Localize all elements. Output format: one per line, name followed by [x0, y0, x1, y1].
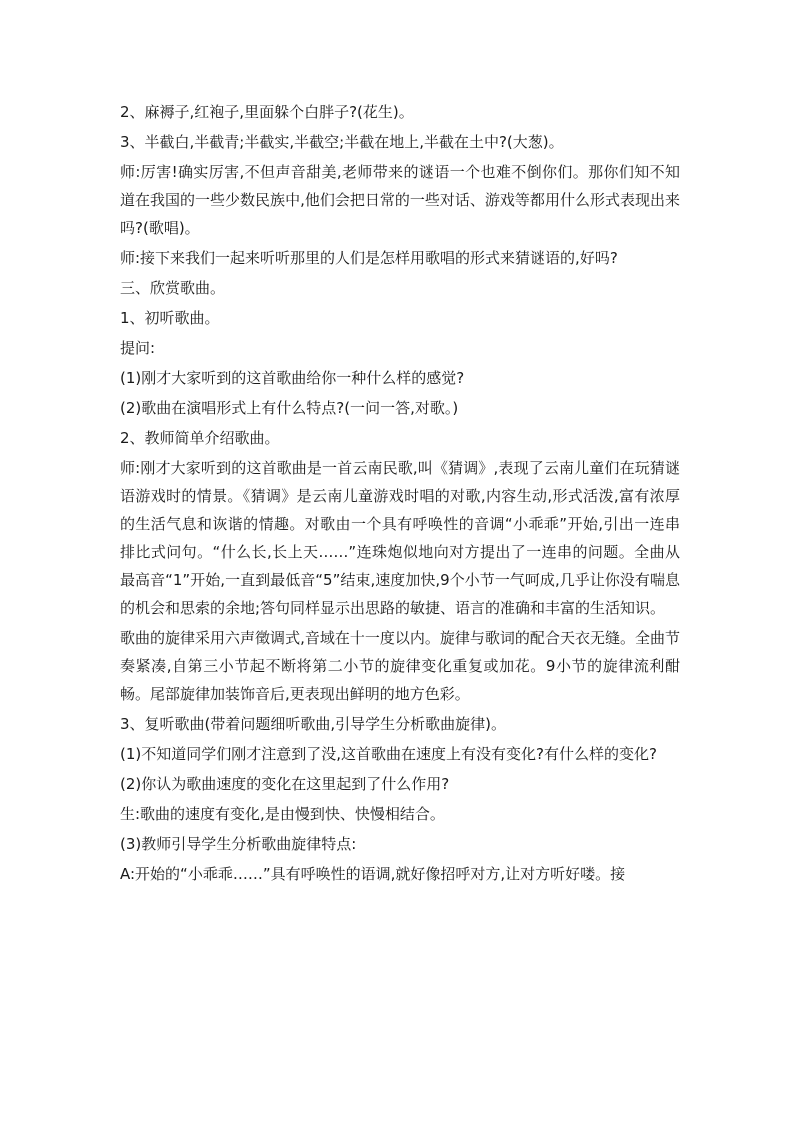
- step-first-listen: 1、初听歌曲。: [120, 309, 220, 327]
- document-body: [120, 98, 680, 890]
- question-tempo-effect: (2)你认为歌曲速度的变化在这里起到了什么作用?: [120, 775, 450, 793]
- student-answer: 生:歌曲的速度有变化,是由慢到快、快慢相结合。: [120, 805, 445, 823]
- step-analyze-melody: (3)教师引导学生分析歌曲旋律特点:: [120, 835, 357, 853]
- paragraph-song-introduction: 师:刚才大家听到的这首歌曲是一首云南民歌,叫《猜调》,表现了云南儿童们在玩猜谜语游戏时的情景。《猜调》是云南儿童游戏时唱的对歌,内容生动,形式活泼,富有浓厚的生活气息和诙谐的情趣。对歌由一个具有呼唤性的音调“小乖乖”开始,引出一连串排比式问句。“什么长,长上天……”连珠炮似地向对方提出了一连串的问题。全曲从最高音“1”开始,一直到最低音“5”结束,速度加快,9个小节一气呵成,几乎让你没有喘息的机会和思索的余地;答句同样显示出思路的敏捷、语言的准确和丰富的生活知识。: [120, 459, 680, 617]
- step-second-listen: 3、复听歌曲(带着问题细听歌曲,引导学生分析歌曲旋律)。: [120, 715, 507, 733]
- section-heading-appreciate-song: 三、欣赏歌曲。: [120, 279, 226, 297]
- paragraph-teacher-praise: 师:厉害!确实厉害,不但声音甜美,老师带来的谜语一个也难不倒你们。那你们知不知道在我国的一些少数民族中,他们会把日常的一些对话、游戏等都用什么形式表现出来吗?(歌唱)。: [120, 163, 680, 237]
- question-tempo-change: (1)不知道同学们刚才注意到了没,这首歌曲在速度上有没有变化?有什么样的变化?: [120, 745, 657, 763]
- paragraph-melody-description: 歌曲的旋律采用六声徵调式,音域在十一度以内。旋律与歌词的配合天衣无缝。全曲节奏紧凑,自第三小节起不断将第二小节的旋律变化重复或加花。9小节的旋律流利酣畅。尾部旋律加装饰音后,更表现出鲜明的地方色彩。: [120, 629, 680, 703]
- paragraph-teacher-transition: 师:接下来我们一起来听听那里的人们是怎样用歌唱的形式来猜谜语的,好吗?: [120, 249, 618, 267]
- question-1-feeling: (1)刚才大家听到的这首歌曲给你一种什么样的感觉?: [120, 369, 465, 387]
- step-introduce-song: 2、教师简单介绍歌曲。: [120, 429, 280, 447]
- label-questions: 提问:: [120, 339, 156, 357]
- paragraph-riddle-3: 3、半截白,半截青;半截实,半截空;半截在地上,半截在土中?(大葱)。: [120, 133, 564, 151]
- paragraph-riddle-2: 2、麻褥子,红袍子,里面躲个白胖子?(花生)。: [120, 103, 414, 121]
- question-2-form: (2)歌曲在演唱形式上有什么特点?(一问一答,对歌。): [120, 399, 459, 417]
- paragraph-analysis-a: A:开始的“小乖乖……”具有呼唤性的语调,就好像招呼对方,让对方听好喽。接: [120, 865, 626, 883]
